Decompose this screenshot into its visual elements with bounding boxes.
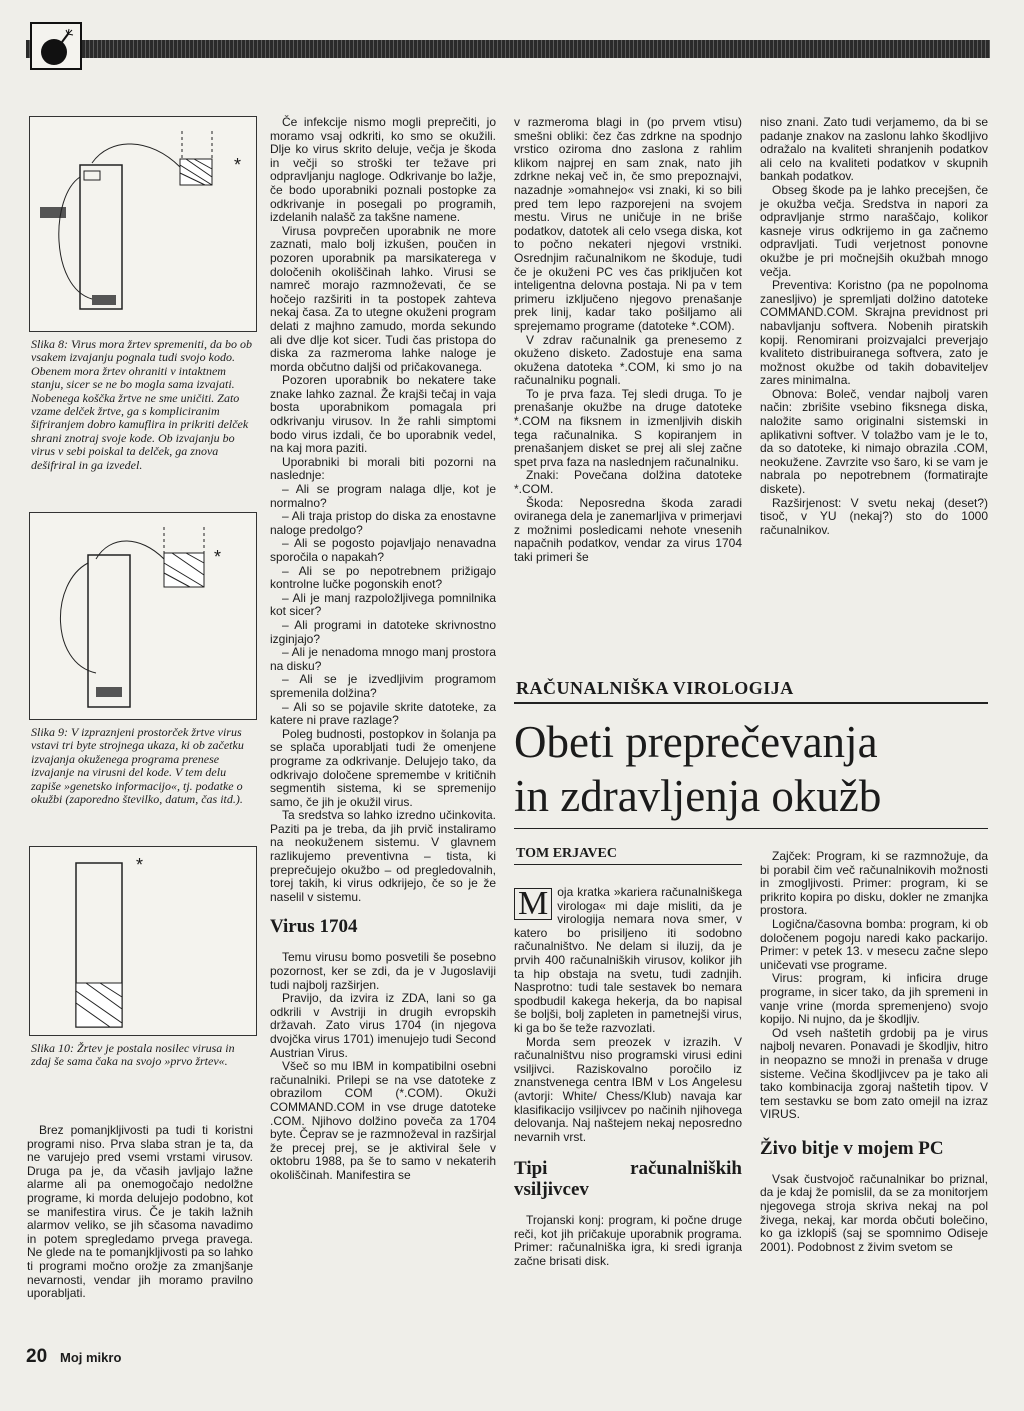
kicker-rule bbox=[514, 702, 988, 704]
dropcap: M bbox=[514, 888, 552, 920]
article-author: TOM ERJAVEC bbox=[516, 846, 618, 861]
author-rule bbox=[514, 864, 742, 865]
paragraph: Obseg škode pa je lahko precejšen, če je okužba večja. Sredstva in napori za odpravljanje strmo naraščajo, kolikor kasneje virus odkrijemo in ga začnemo odpravljati. Tudi verjetnost ponovne okužbe je pri močnejših okužbah mnogo večja. bbox=[760, 182, 988, 279]
article-kicker: RAČUNALNIŠKA VIROLOGIJA bbox=[516, 678, 794, 698]
paragraph: Morda sem preozek v izrazih. V računalništvu niso programski virusi edini vsiljivci. Raziskovalno poročilo iz znanstvenega centra IBM v Los Angelesu (avtorji: White/ Chess/Klub) navaja kar klasifikacijo vsiljivcev po načinih njihovega delovanja. Naj naštejem nekaj neposredno nevarnih vrst. bbox=[514, 1034, 742, 1144]
paragraph: Če infekcije nismo mogli preprečiti, jo moramo vsaj odkriti, ko smo se okužili. Dlje ko virus skrito deluje, večja je škoda in večji so stroški ter težave pri odpravljanju nagloge. Odkrivanje bo lažje, če bodo uporabniki poznali postopke za odkrivanje in posegali po programih, izdelanih nalašč za takšne namene. bbox=[270, 115, 496, 225]
title-rule bbox=[514, 828, 988, 829]
paragraph: Pravijo, da izvira iz ZDA, lani so ga odkrili v Avstriji in drugih evropskih državah. Zato virus 1704 (in njegova dvojčka virus 1701) imenujejo tudi Second Austrian Virus. bbox=[270, 991, 496, 1060]
paragraph: v razmeroma blagi in (po prvem vtisu) smešni obliki: čez čas zdrkne na spodnjo vrstico oziroma dno zaslona z rahlim klikom najprej en sam znak, nato jih zdrkne nekaj več in, če smo prepoznajvi, nazadnje »omahnejo« vsi znaki, ki so bili pred tem lepo razporejeni na svojem mestu. Virus ne uničuje in ne briše podatkov, datotek ali celo vsega diska, kot to počno nekateri njegovi vrstniki. Osrednjim računalnikom ne škoduje, tudi če je okuženi PC ves čas priključen kot inteligentna delovna postaja. Ni pa v tem primeru izključeno njegovo prenašanje prek linij, kadar tako pošiljamo ali sprejemamo programe (datoteke *.COM). bbox=[514, 115, 742, 333]
section-bar bbox=[26, 40, 990, 58]
paragraph: Ta sredstva so lahko izredno učinkovita. Paziti pa je treba, da jih prvič instaliramo na neokuženem sistemu. V glavnem razlikujemo preventivna – tista, ki preprečujejo okužbo – od pregledovalnih, torej takih, ki virus odkrijejo, če so je že naselil v sistemu. bbox=[270, 808, 496, 904]
figure-10-star: * bbox=[136, 855, 144, 875]
paragraph: Pozoren uporabnik bo nekatere take znake lahko zaznal. Že krajši tečaj in vaja bosta uporabnikom pomagala pri odkrivanju virusov. In že rahli simptomi bodo virus izdali, če bo uporabnik vedel, na kaj mora paziti. bbox=[270, 373, 496, 456]
paragraph: Virusa povprečen uporabnik ne more zaznati, malo bolj izkušen, poučen in pozoren uporabnik pa marsikaterega v določenih okoliščinah lahko. Virusi se namreč morajo razmnoževati, če se hočejo razširiti in ta postopek zahteva nekaj časa. Za to utegne okuženi program delati z majhno zamudo, morda sekundo ali dve dlje kot sicer. Tudi čas pristopa do diska za razmeroma lahke naloge je morda občutno daljši od pričakovanega. bbox=[270, 223, 496, 374]
paragraph: niso znani. Zato tudi verjamemo, da bi se padanje znakov na zaslonu lahko škodljivo odražalo na kvaliteti shranjenih podatkov ali celo na kvaliteti podatkov v skupnih bankah podatkov. bbox=[760, 115, 988, 184]
paragraph: Vsak čustvojoč računalnikar bo priznal, da je kdaj že pomislil, da se za monitorjem njegovega stroja skriva nekaj na pol živega, nekaj, kar morda občuti bolečino, ko ga izklopiš (saj se spomnimo Odiseje 2001). Podobnost z živim svetom se bbox=[760, 1171, 988, 1254]
subheading-zivo-bitje: Živo bitje v mojem PC bbox=[760, 1137, 944, 1159]
intro-text: oja kratka »kariera računalniškega virologa« mi daje misliti, da je virologija nemara nova smer, v katero bo prisiljeno iti sodobno računalništvo. Ne delam si iluzij, da je prvih 400 računalniških virusov, kolikor jih ta hip obstaja na svetu, tudi zadnjih. Nasprotno: tudi tale sestavek bo nemara spodbudil kakega hekerja, da bo napisal še boljši, bolj zapleten in pametnejši virus, ki ga bo še teže razvozlati. bbox=[514, 885, 742, 1035]
article-title-line1: Obeti preprečevanja bbox=[514, 717, 878, 767]
list-item: – Ali so se pojavile skrite datoteke, za katere ni prave razlage? bbox=[270, 699, 496, 728]
figure-8-diagram bbox=[30, 117, 256, 331]
figure-10-caption: Slika 10: Žrtev je postala nosilec virusa in zdaj še sama čaka na svojo »prvo žrtev«. bbox=[31, 1041, 235, 1069]
figure-9 bbox=[29, 512, 257, 720]
figure-9-star: * bbox=[214, 547, 222, 567]
paragraph: Všeč so mu IBM in kompatibilni osebni računalniki. Prilepi se na vse datoteke z obrazilom COM (*.COM). Okuži COMMAND.COM in vse druge datoteke .COM. Njihovo dolžino poveča za 1704 byte. Čeprav se je razmnoževal in razširjal že precej prej, se je aktiviral šele v oktobru 1988, pa še to samo v nekaterih okoliščinah. Manifestira se bbox=[270, 1059, 496, 1182]
paragraph: Obnova: Boleč, vendar najbolj varen način: zbrišite vsebino fiksnega diska, naložite samo originalni sistemski in aplikativni softver. V tolažbo vam je le to, da so datoteke, ki nimajo obrazila .COM, neokužene. Zavrzite vso šaro, ki se vam je nabrala po nepotrebnem (formatirajte diskete). bbox=[760, 386, 988, 497]
figure-9-caption: Slika 9: V izpraznjeni prostorček žrtve virus vstavi tri byte strojnega ukaza, ki ob začetku izvajanja okuženega programa prenese izvajanje na virusni del kode. V tem delu zapiše »genetsko informacijo«, tj. podatke o okužbi (zaporedno številko, datum, čas itd.). bbox=[31, 725, 244, 807]
column-3-text bbox=[514, 116, 742, 565]
paragraph: Temu virusu bomo posvetili še posebno pozornost, ker se zdi, da je v Jugoslaviji tudi najbolj razširjen. bbox=[270, 950, 496, 992]
paragraph: Virus: program, ki inficira druge programe, in sicer tako, da jih spremeni in vanje vrine (morda spremenjeno) svojo kopijo. Ni nujno, da je škodljiv. bbox=[760, 971, 988, 1027]
list-item: – Ali se program nalaga dlje, kot je normalno? bbox=[270, 482, 496, 510]
column-4-text bbox=[760, 116, 988, 537]
list-item: – Ali programi in datoteke skrivnostno izginjajo? bbox=[270, 617, 496, 646]
paragraph: Znaki: Povečana dolžina datoteke *.COM. bbox=[514, 468, 742, 497]
section-icon-box bbox=[30, 22, 82, 70]
list-item: – Ali je manj razpoložljivega pomnilnika kot sicer? bbox=[270, 590, 496, 619]
paragraph: Razširjenost: V svetu nekaj (deset?) tisoč, v YU (nekaj?) sto do 1000 računalnikov. bbox=[760, 495, 988, 537]
list-item: – Ali je nenadoma mnogo manj prostora na disku? bbox=[270, 645, 496, 673]
figure-8-caption: Slika 8: Virus mora žrtev spremeniti, da bo ob vsakem izvajanju pognala tudi svojo kodo. Obenem mora žrtev ohraniti v intaktnem stanju, sicer se ne bo mogla sama izvajati. Nobenega koščka žrtve ne sme uničiti. Zato vzame delček žrtve, ga s kompliciranim šifriranjem dobro kamuflira in prikriti delček shrani znotraj svoje kode. Ob izvajanju bo virus v sebi poiskal ta delček, ga znova dešifriral in ga izvedel. bbox=[31, 337, 252, 472]
paragraph: Uporabniki bi morali biti pozorni na naslednje: bbox=[270, 454, 496, 483]
article-left-column bbox=[514, 886, 742, 1269]
list-item: – Ali traja pristop do diska za enostavne naloge predolgo? bbox=[270, 509, 496, 537]
subheading-tipi: Tipi računalniških vsiljivcev bbox=[514, 1158, 742, 1201]
figure-8 bbox=[29, 116, 257, 332]
paragraph: Preventiva: Koristno (pa ne popolnoma zanesljivo) je spremljati dolžino datoteke COMMAND.COM. Skrajna previdnost pri nabavljanju softvera. Nobenih piratskih kopij. Renomirani proizvajalci preverjajo kvaliteto distribuiranega softvera, zato je možnost okužbe od takih dobaviteljev zares minimalna. bbox=[760, 278, 988, 388]
figure-8-star: * bbox=[234, 155, 242, 175]
paragraph: Brez pomanjkljivosti pa tudi ti koristni programi niso. Prva slaba stran je ta, da ne varujejo pred vsemi vrstami virusov. Druga pa je, da včasih javljajo lažne alarme ali pa onemogočajo nedolžne programe, ki morda delujejo podobno, kot se manifestira virus. Če je takih lažnih alarmov veliko, se jih sčasoma navadimo in potem spregledamo prvega pravega. Ne glede na te pomanjkljivosti pa so lahko ti programi močno orožje za zmanjšanje nevarnosti, vendar jih moramo pravilno uporabljati. bbox=[27, 1123, 253, 1301]
list-item: – Ali se po nepotrebnem prižigajo kontrolne lučke pogonskih enot? bbox=[270, 563, 496, 592]
list-item: – Ali se je izvedljivim programom spremenila dolžina? bbox=[270, 672, 496, 700]
subheading-virus-1704: Virus 1704 bbox=[270, 916, 358, 938]
page-number: 20 bbox=[26, 1346, 48, 1367]
paragraph: Logična/časovna bomba: program, ki ob določenem pogoju naredi kako packarijo. Primer: v petek 13. v mesecu začne slepo uničevati vse programe. bbox=[760, 916, 988, 972]
figure-10 bbox=[29, 846, 257, 1036]
column-2-text bbox=[270, 116, 496, 1183]
paragraph: V zdrav računalnik ga prenesemo z okuženo disketo. Zadostuje ena sama okužena datoteka *.COM, ki smo jo na računalniku pognali. bbox=[514, 332, 742, 388]
bomb-icon bbox=[32, 24, 80, 68]
figure-9-diagram bbox=[30, 513, 256, 719]
paragraph: Škoda: Neposredna škoda zaradi oviranega dela je zanemarljiva v primerjavi z možnimi posledicami nehote vnesenih napačnih podatkov, vendar za virus 1704 taki primeri še bbox=[514, 495, 742, 564]
list-item: – Ali se pogosto pojavljajo nenavadna sporočila o napakah? bbox=[270, 536, 496, 564]
magazine-name: Moj mikro bbox=[60, 1350, 122, 1365]
paragraph: Zajček: Program, ki se razmnožuje, da bi porabil čim več računalnikovih možnosti in zmogljivosti. Primer: program, ki se prikrito kopira po disku, dokler ne zmanjka prostora. bbox=[760, 849, 988, 918]
column-1-text bbox=[27, 1124, 253, 1301]
paragraph: To je prva faza. Tej sledi druga. To je prenašanje okužbe na druge datoteke *.COM na fiksnem in izmenljivih diskih tega računalnika. S kopiranjem in prenašanjem disket se prej ali slej začne spet prva faza na naslednjem računalniku. bbox=[514, 386, 742, 469]
paragraph: Trojanski konj: program, ki počne druge reči, kot jih pričakuje uporabnik programa. Primer: računalniška igra, ki sredi igranja začne brisati disk. bbox=[514, 1213, 742, 1269]
article-title-line2: in zdravljenja okužb bbox=[514, 771, 882, 821]
paragraph: Od vseh naštetih grdobij pa je virus najbolj nevaren. Ponavadi je škodljiv, hitro in neopazno se množi in prenaša v druge sisteme. Večina škodljivcev pa je tako ali tako kombinacija zgoraj naštetih tipov. V tem sestavku se bom zato omejil na izraz VIRUS. bbox=[760, 1025, 988, 1122]
paragraph bbox=[514, 886, 742, 1036]
paragraph: Poleg budnosti, postopkov in šolanja pa se splača uporabljati tudi že omenjene programe za odkrivanje. Delujejo tako, da odkrivajo določene spremembe v kritičnih segmentih sistema, ki se spremenijo samo, če jih je okužil virus. bbox=[270, 726, 496, 809]
article-right-column bbox=[760, 850, 988, 1254]
